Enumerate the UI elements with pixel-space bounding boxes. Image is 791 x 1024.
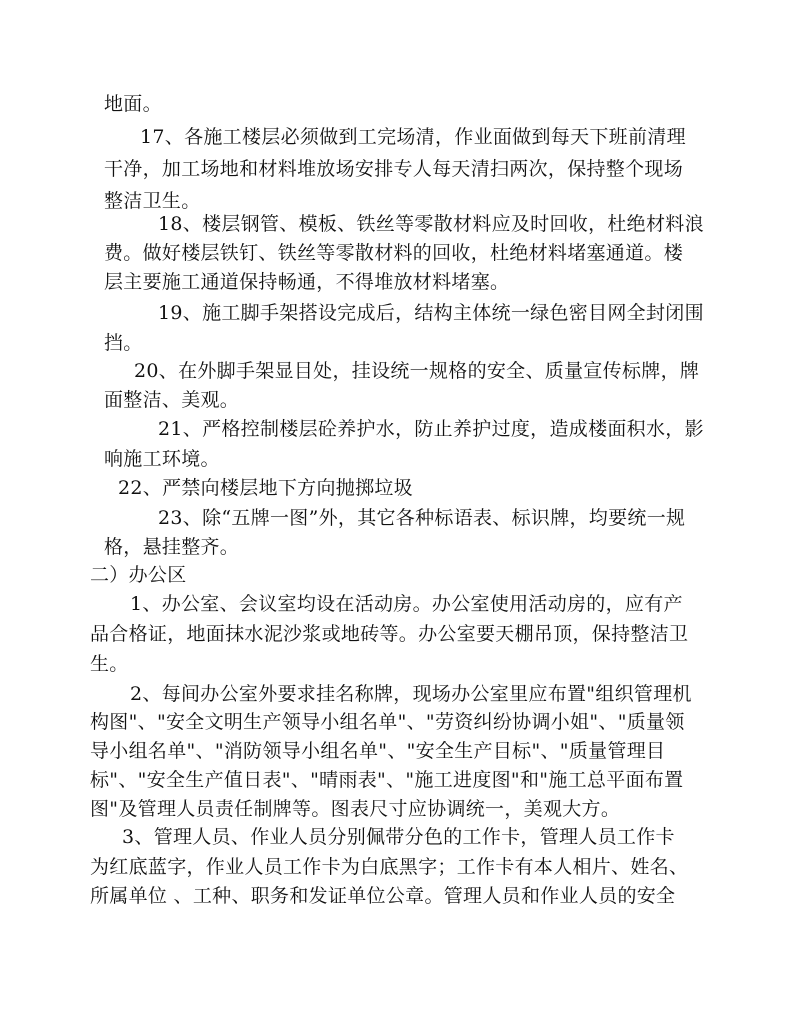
text-line: 整洁卫生。 <box>104 190 201 212</box>
text-line: 3、管理人员、作业人员分别佩带分色的工作卡，管理人员工作卡 <box>122 826 675 848</box>
text-line: 22、严禁向楼层地下方向抛掷垃圾 <box>118 477 413 499</box>
text-line: 2、每间办公室外要求挂名称牌，现场办公室里应布置"组织管理机 <box>130 683 692 705</box>
text-line: 17、各施工楼层必须做到工完场清，作业面做到每天下班前清理 <box>140 126 686 148</box>
text-line: 面整洁、美观。 <box>104 389 240 411</box>
text-line: 所属单位 、工种、职务和发证单位公章。管理人员和作业人员的安全 <box>90 885 676 907</box>
text-line: 构图"、"安全文明生产领导小组名单"、"劳资纠纷协调小姐"、"质量领 <box>90 711 685 733</box>
text-line: 1、办公室、会议室均设在活动房。办公室使用活动房的，应有产 <box>130 593 683 615</box>
text-line: 为红底蓝字，作业人员工作卡为白底黑字；工作卡有本人相片、姓名、 <box>90 856 689 878</box>
text-line: 导小组名单"、"消防领导小组名单"、"安全生产目标"、"质量管理目 <box>90 740 666 762</box>
section-heading: 二）办公区 <box>90 564 187 586</box>
text-line: 18、楼层钢管、模板、铁丝等零散材料应及时回收，杜绝材料浪 <box>158 213 704 235</box>
text-line: 挡。 <box>104 332 143 354</box>
text-line: 格，悬挂整齐。 <box>104 536 240 558</box>
text-line: 图"及管理人员责任制牌等。图表尺寸应协调统一，美观大方。 <box>90 798 621 820</box>
text-line: 费。做好楼层铁钉、铁丝等零散材料的回收，杜绝材料堵塞通道。楼 <box>104 242 684 264</box>
text-line: 19、施工脚手架搭设完成后，结构主体统一绿色密目网全封闭围 <box>158 302 704 324</box>
text-line: 生。 <box>90 653 129 675</box>
text-line: 标"、"安全生产值日表"、"晴雨表"、"施工进度图"和"施工总平面布置 <box>90 769 684 791</box>
text-line: 品合格证，地面抹水泥沙浆或地砖等。办公室要天棚吊顶，保持整洁卫 <box>90 623 689 645</box>
text-line: 层主要施工通道保持畅通，不得堆放材料堵塞。 <box>104 271 510 293</box>
text-line: 23、除“五牌一图”外，其它各种标语表、标识牌，均要统一规 <box>158 507 686 529</box>
text-line: 响施工环境。 <box>104 448 220 470</box>
text-line: 20、在外脚手架显目处，挂设统一规格的安全、质量宣传标牌，牌 <box>134 360 700 382</box>
text-line: 干净，加工场地和材料堆放场安排专人每天清扫两次，保持整个现场 <box>104 158 684 180</box>
text-line: 地面。 <box>104 93 162 115</box>
text-line: 21、严格控制楼层砼养护水，防止养护过度，造成楼面积水，影 <box>158 418 704 440</box>
